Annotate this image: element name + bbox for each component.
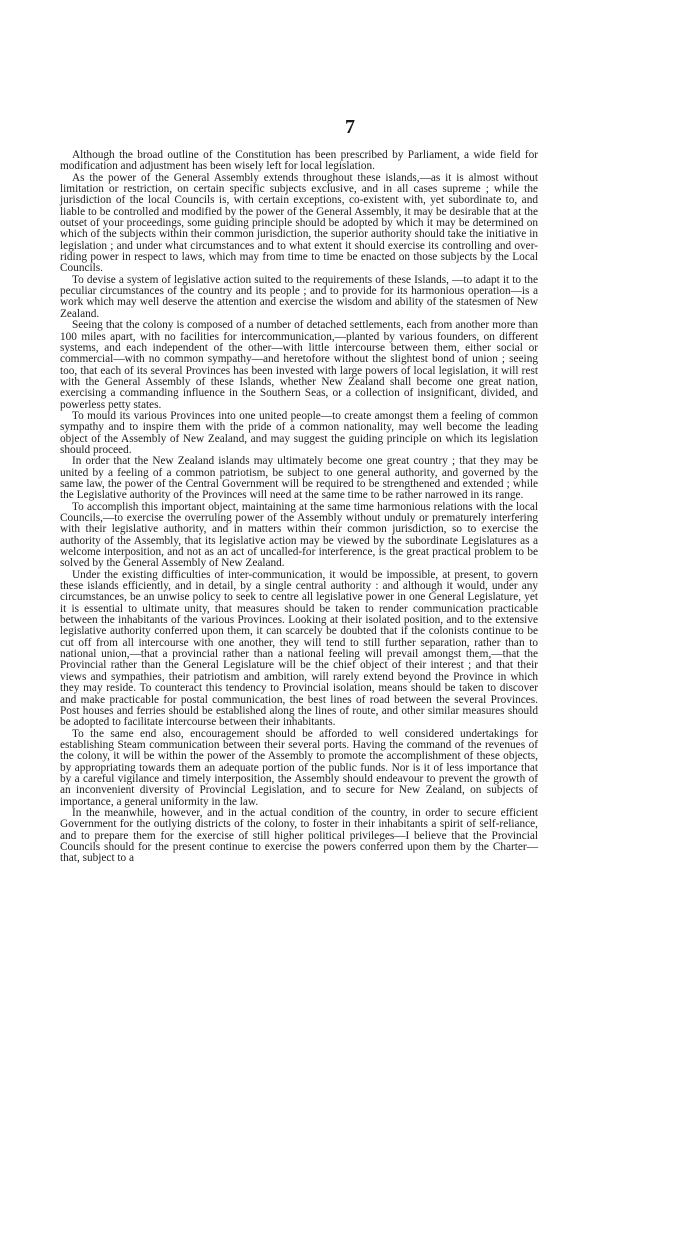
page-number: 7 [345, 116, 355, 138]
body-text [60, 150, 538, 865]
paragraph: To the same end also, encouragement should be afforded to well considered undertakings for establishing Steam communication between their several ports. Having the command of the revenues of the colony, it will be within the power of the Assembly to promote the accomplishment of these objects, by appropriating towards them an adequate portion of the public funds. Nor is it of less importance that by a careful vigilance and timely interposition, the Assembly should endeavour to prevent the growth of an inconvenient diversity of Provincial Legislation, and to secure for New Zealand, on subjects of importance, a general uniformity in the law. [60, 727, 538, 808]
paragraph: In the meanwhile, however, and in the actual condition of the country, in order to secure efficient Government for the outlying districts of the colony, to foster in their inhabitants a spirit of self-reliance, and to prepare them for the exercise of still higher political privileges—I believe that the Provincial Councils should for the present continue to exercise the powers conferred upon them by the Charter—that, subject to a [60, 806, 538, 865]
paragraph: To accomplish this important object, maintaining at the same time harmonious relations with the local Councils,—to exercise the overruling power of the Assembly without unduly or prematurely interfering with their legislative authority, and in matters within their common jurisdiction, so to exercise the authority of the Assembly, that its legislative action may be viewed by the subordinate Legislatures as a welcome interposition, and not as an act of uncalled-for interference, is the great practical problem to be solved by the General Assembly of New Zealand. [60, 500, 538, 570]
paragraph: As the power of the General Assembly extends throughout these islands,—as it is almost without limitation or restriction, on certain specific subjects exclusive, and in all cases supreme ; while the jurisdiction of the local Councils is, with certain exceptions, co-existent with, yet subordinate to, and liable to be controlled and modified by the power of the General Assembly, it may be desirable that at the outset of your proceedings, some guiding principle should be adopted by which it may be determined on which of the subjects within their common jurisdiction, the superior authority should take the initiative in legislation ; and under what circumstances and to what extent it should exercise its controlling and over-riding power in respect to laws, which may from time to time be enacted on those subjects by the Local Councils. [60, 171, 538, 275]
paragraph: In order that the New Zealand islands may ultimately become one great country ; that they may be united by a feeling of a common patriotism, be subject to one general authority, and governed by the same law, the power of the Central Government will be required to be strengthened and extended ; while the Legislative authority of the Provinces will need at the same time to be rather narrowed in its range. [60, 455, 538, 502]
paragraph: Seeing that the colony is composed of a number of detached settlements, each from another more than 100 miles apart, with no facilities for intercommunication,—planted by various founders, on different systems, and each independent of the other—with little intercourse between them, either social or commercial—with no common sympathy—and heretofore without the slightest bond of union ; seeing too, that each of its several Provinces has been invested with large powers of local legislation, it will rest with the General Assembly of these Islands, whether New Zealand shall become one great nation, exercising a commanding influence in the Southern Seas, or a collection of insignificant, divided, and powerless petty states. [60, 319, 538, 411]
paragraph: To devise a system of legislative action suited to the requirements of these Islands, —to adapt it to the peculiar circumstances of the country and its people ; and to provide for its harmonious operation—is a work which may well deserve the attention and exercise the wisdom and ability of the statesmen of New Zealand. [60, 273, 538, 320]
paragraph: Although the broad outline of the Constitution has been prescribed by Parliament, a wide field for modification and adjustment has been wisely left for local legislation. [60, 149, 538, 173]
paragraph: Under the existing difficulties of inter-communication, it would be impossible, at present, to govern these islands efficiently, and in detail, by a single central authority : and although it would, under any circumstances, be an unwise policy to seek to centre all legislative power in one General Legislature, yet it is essential to ultimate unity, that measures should be taken to render communication practicable between the inhabitants of the various Provinces. Looking at their isolated position, and to the extensive legislative authority conferred upon them, it can scarcely be doubted that if the colonists continue to be cut off from all intercourse with one another, they will tend to still further separation, rather than to national union,—that a provincial rather than a national feeling will prevail amongst them,—that the Provincial rather than the General Legislature will be the chief object of their interest ; and that their views and sympathies, their patriotism and ambition, will rarely extend beyond the Province in which they may reside. To counteract this tendency to Provincial isolation, means should be taken to discover and make practicable for postal communication, the best lines of road between the several Provinces. Post houses and ferries should be established along the lines of route, and other similar measures should be adopted to facilitate intercourse between their inhabitants. [60, 568, 538, 729]
paragraph: To mould its various Provinces into one united people—to create amongst them a feeling of common sympathy and to inspire them with the pride of a common nationality, may well become the leading object of the Assembly of New Zealand, and may suggest the guiding principle on which its legislation should proceed. [60, 409, 538, 456]
